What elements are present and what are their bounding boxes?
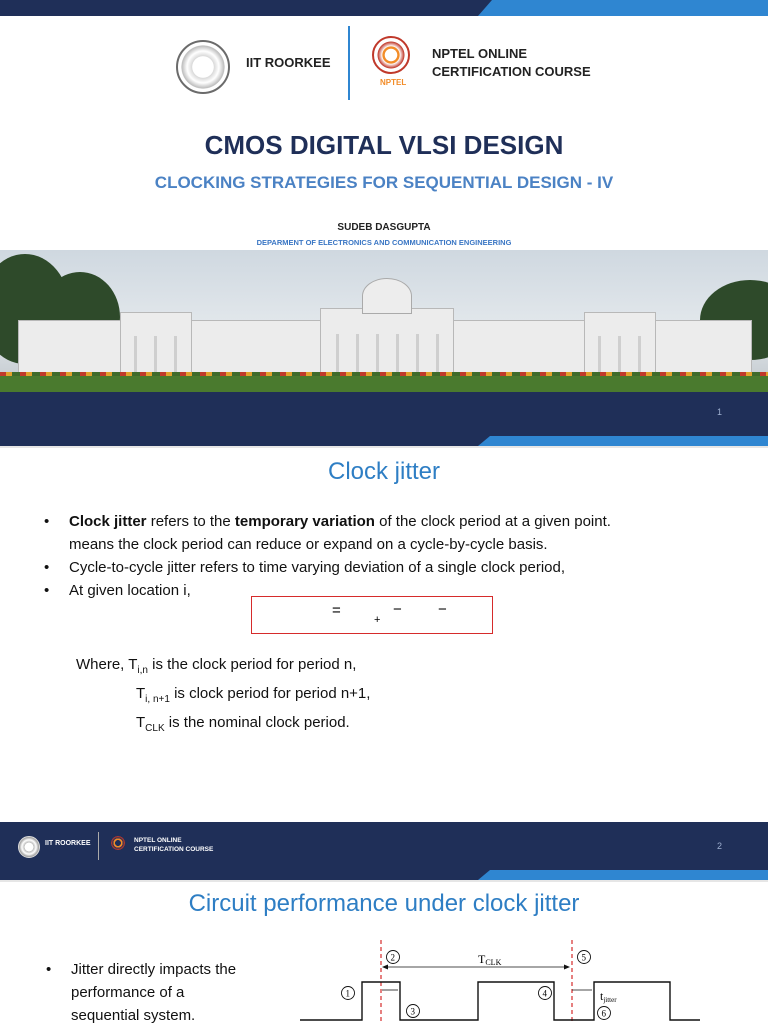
nptel-label (432, 45, 591, 81)
nptel-label-line1: NPTEL ONLINE (432, 46, 528, 61)
slide-title: Clock jitter (327, 458, 441, 485)
campus-building-photo (0, 250, 768, 392)
bullet-list (44, 510, 744, 602)
bullet-line: sequential system. (71, 1007, 196, 1024)
nptel-logo-text: NPTEL (380, 78, 407, 87)
svg-text:2: 2 (390, 952, 395, 963)
bullet-line: performance of a (71, 984, 185, 1001)
definition-line (76, 711, 370, 740)
slide1-footer-bar (0, 392, 768, 436)
accent-stripe (478, 436, 768, 446)
course-title: CMOS DIGITAL VLSI DESIGN (204, 130, 564, 160)
bullet-list (46, 958, 236, 1024)
title-slide (0, 0, 768, 446)
bullet-text: of the clock period at a given point. (374, 513, 611, 530)
marker-3 (407, 1005, 420, 1018)
marker-4 (539, 987, 552, 1000)
footer-nptel-line1: NPTEL ONLINE (134, 837, 182, 844)
definition-line (76, 653, 370, 682)
bullet-text: refers to the (146, 513, 235, 530)
nptel-label-line2: CERTIFICATION COURSE (432, 64, 591, 79)
arrow-head (382, 965, 388, 970)
svg-text:6: 6 (601, 1008, 606, 1019)
column (618, 336, 621, 372)
column (396, 334, 399, 374)
column (134, 336, 137, 372)
column (416, 334, 419, 374)
iit-roorkee-seal-icon (176, 40, 230, 94)
definition-text: is clock period for period n+1, (169, 685, 371, 702)
bullet-item (44, 510, 744, 533)
svg-text:3: 3 (410, 1006, 415, 1017)
lawn (0, 376, 768, 392)
subscript: CLK (145, 723, 165, 734)
bold-term: Clock jitter (69, 513, 147, 530)
circuit-performance-slide (0, 882, 768, 1024)
slide2-footer-accent (0, 870, 768, 880)
definitions (76, 653, 370, 740)
nptel-logo-icon (372, 36, 410, 74)
bullet-item: • Cycle-to-cycle jitter refers to time varying deviation of a single clock period, (44, 556, 744, 579)
arrow-head (564, 965, 570, 970)
column (376, 334, 379, 374)
department-name: DEPARMENT OF ELECTRONICS AND COMMUNICATION ENGINEERING (256, 238, 512, 247)
bullet-line: • Jitter directly impacts the (71, 961, 237, 978)
definition-text: is the clock period for period n, (147, 656, 357, 673)
bold-term: temporary variation (234, 513, 375, 530)
clock-waveform (300, 982, 700, 1020)
clock-jitter-slide (0, 448, 768, 880)
tclk-label: TCLK (478, 952, 502, 967)
logo-row (0, 32, 768, 104)
symbol: T (136, 685, 146, 702)
column (638, 336, 641, 372)
clock-jitter-timing-diagram (300, 940, 700, 1024)
logo-divider (348, 26, 350, 100)
footer-divider (98, 832, 99, 860)
marker-6 (598, 1007, 611, 1020)
iit-roorkee-seal-icon (18, 836, 40, 858)
tjitter-label: tjitter (600, 989, 617, 1004)
column (336, 334, 339, 374)
bullet-continuation: means the clock period can reduce or expand on a cycle-by-cycle basis. (69, 536, 548, 553)
equation-minus: − (393, 601, 402, 618)
slide2-footer-bar (0, 822, 768, 870)
accent-stripe (478, 870, 768, 880)
column (174, 336, 177, 372)
slide-title: Circuit performance under clock jitter (188, 890, 580, 917)
page-number: 2 (716, 841, 722, 851)
slide1-footer-accent (0, 436, 768, 446)
page-number: 1 (716, 407, 722, 417)
equation-minus: − (438, 601, 447, 618)
marker-5 (578, 951, 591, 964)
equation-plus: + (374, 614, 381, 626)
equation-equals: = (332, 602, 341, 619)
building-center (320, 308, 454, 376)
column (436, 334, 439, 374)
symbol: T (136, 714, 146, 731)
lecture-subtitle: CLOCKING STRATEGIES FOR SEQUENTIAL DESIGN - IV (154, 173, 614, 192)
subscript: i,n (137, 665, 148, 676)
svg-text:4: 4 (542, 988, 547, 999)
subscript: i, n+1 (145, 694, 170, 705)
marker-1 (342, 987, 355, 1000)
author-name: SUDEB DASGUPTA (337, 222, 431, 233)
column (154, 336, 157, 372)
footer-nptel-line2: CERTIFICATION COURSE (134, 846, 214, 853)
svg-text:1: 1 (345, 988, 350, 999)
iit-roorkee-label: IIT ROORKEE (246, 55, 331, 70)
top-bar-accent (478, 0, 768, 16)
top-bar (0, 0, 768, 16)
column (356, 334, 359, 374)
definition-prefix: Where, T (76, 656, 138, 673)
bullet-item (46, 958, 236, 1024)
definition-line (76, 682, 370, 711)
marker-2 (387, 951, 400, 964)
bullet-item: • At given location i, (44, 579, 744, 602)
footer-nptel-label (134, 836, 213, 854)
building-dome (362, 278, 412, 314)
svg-text:5: 5 (581, 952, 586, 963)
definition-text: is the nominal clock period. (164, 714, 350, 731)
column (598, 336, 601, 372)
footer-iit-label: IIT ROORKEE (45, 840, 91, 847)
nptel-logo-icon (110, 835, 126, 851)
equation-box (251, 596, 493, 634)
